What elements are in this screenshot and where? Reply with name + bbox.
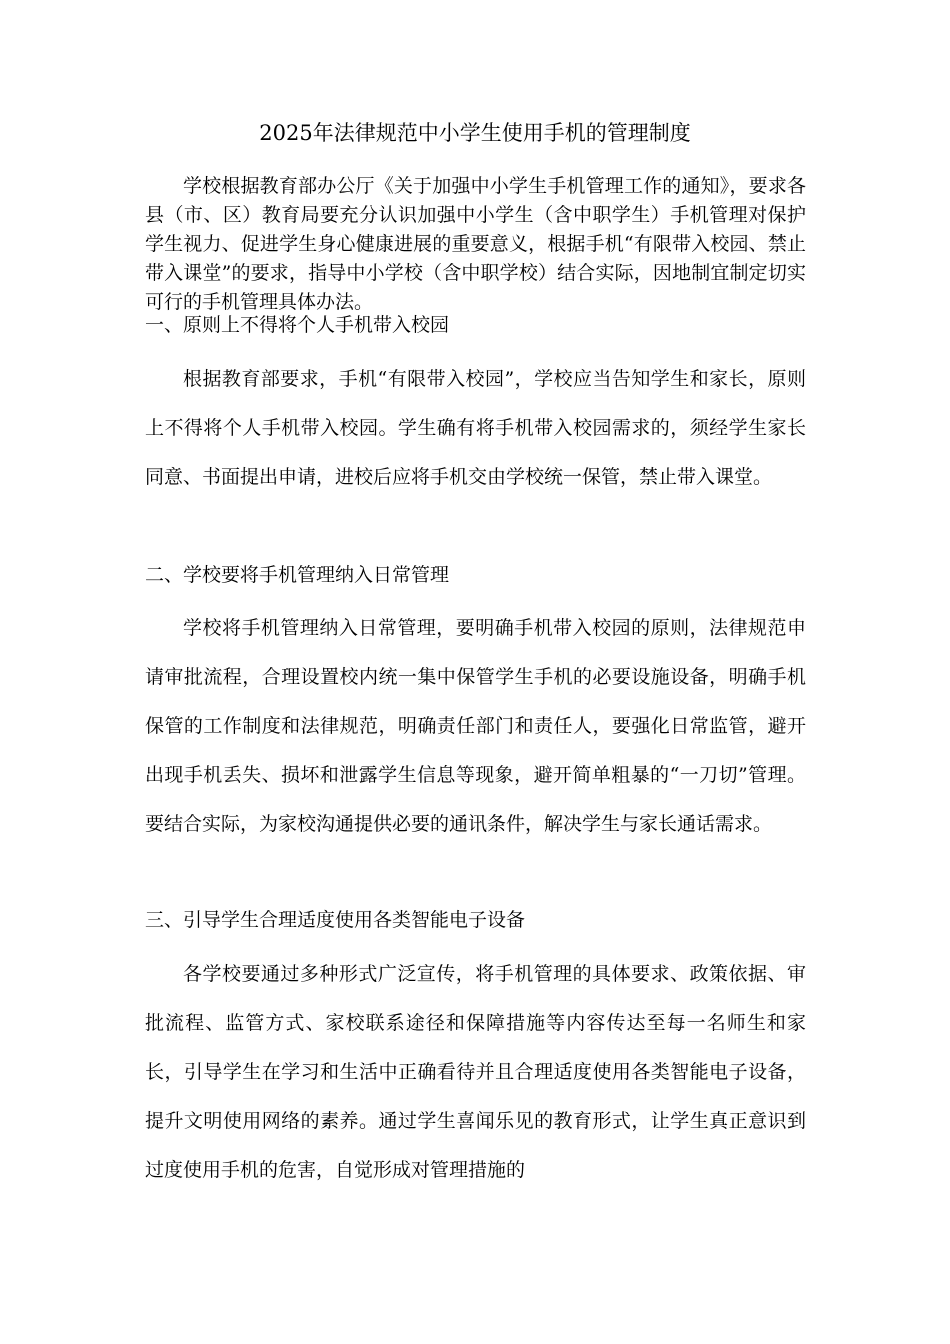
document-title: 2025年法律规范中小学生使用手机的管理制度 <box>259 121 691 145</box>
section-heading-2: 二、学校要将手机管理纳入日常管理 <box>145 564 450 586</box>
intro-paragraph: 学校根据教育部办公厅《关于加强中小学生手机管理工作的通知》，要求各县（市、区）教育局要充分认识加强中小学生（含中职学生）手机管理对保护学生视力、促进学生身心健康进展的重要意义，根据手机“有限带入校园、禁止带入课堂”的要求，指导中小学校（含中职学校）结合实际，因地制宜制定切实可行的手机管理具体办法。 <box>145 175 806 313</box>
section-paragraph-3: 各学校要通过多种形式广泛宣传，将手机管理的具体要求、政策依据、审批流程、监管方式、家校联系途径和保障措施等内容传达至每一名师生和家长，引导学生在学习和生活中正确看待并且合理适度使用各类智能电子设备，提升文明使用网络的素养。通过学生喜闻乐见的教育形式，让学生真正意识到过度使用手机的危害，自觉形成对管理措施的 <box>145 963 806 1181</box>
section-heading-3: 三、引导学生合理适度使用各类智能电子设备 <box>145 909 526 931</box>
section-paragraph-1: 根据教育部要求，手机“有限带入校园”，学校应当告知学生和家长，原则上不得将个人手机带入校园。学生确有将手机带入校园需求的，须经学生家长同意、书面提出申请，进校后应将手机交由学校统一保管，禁止带入课堂。 <box>145 368 806 488</box>
section-heading-1: 一、原则上不得将个人手机带入校园 <box>145 314 450 336</box>
section-paragraph-2: 学校将手机管理纳入日常管理，要明确手机带入校园的原则，法律规范申请审批流程，合理设置校内统一集中保管学生手机的必要设施设备，明确手机保管的工作制度和法律规范，明确责任部门和责任人，要强化日常监管，避开出现手机丢失、损坏和泄露学生信息等现象，避开简单粗暴的“一刀切”管理。要结合实际，为家校沟通提供必要的通讯条件，解决学生与家长通话需求。 <box>145 617 806 835</box>
